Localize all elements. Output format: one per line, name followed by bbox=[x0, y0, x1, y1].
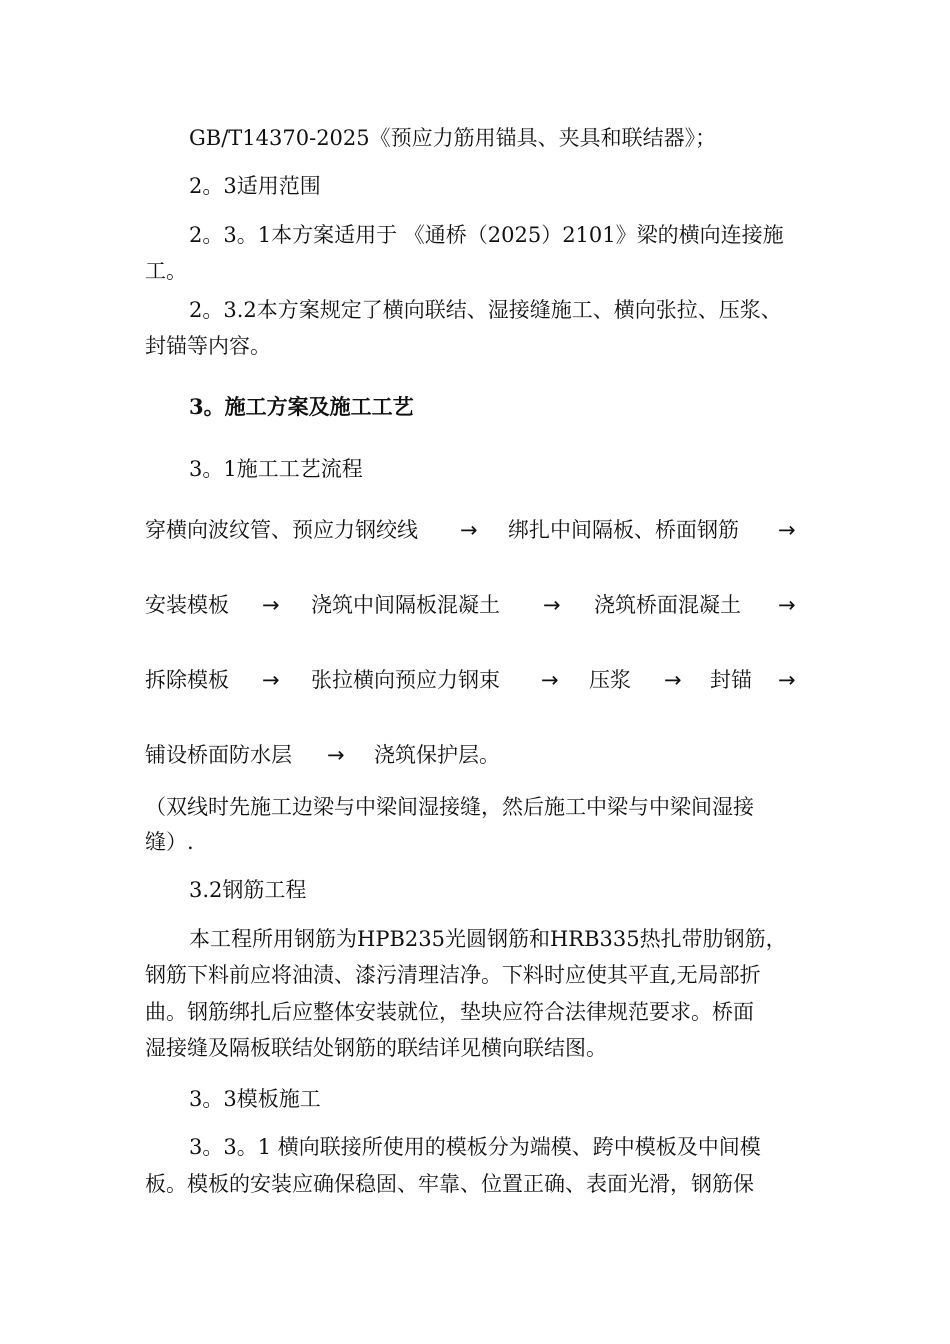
paragraph-line: 曲。钢筋绑扎后应整体安装就位，垫块应符合法律规范要求。桥面 bbox=[145, 1000, 754, 1024]
arrow-icon: → bbox=[778, 668, 796, 692]
flow-step: 拆除模板 bbox=[145, 668, 229, 692]
section-heading-3-1: 3。1施工工艺流程 bbox=[189, 457, 363, 481]
arrow-icon: → bbox=[460, 518, 478, 542]
section-heading-3: 3。施工方案及施工工艺 bbox=[189, 394, 414, 419]
paragraph-line: （双线时先施工边梁与中梁间湿接缝，然后施工中梁与中梁间湿接 bbox=[145, 795, 754, 819]
paragraph-line: 湿接缝及隔板联结处钢筋的联结详见横向联结图。 bbox=[145, 1036, 607, 1060]
paragraph-line: 工。 bbox=[145, 259, 187, 283]
section-heading-2-3: 2。3适用范围 bbox=[189, 174, 321, 198]
flow-step: 封锚 bbox=[710, 668, 752, 692]
flow-step: 穿横向波纹管、预应力钢绞线 bbox=[145, 518, 418, 542]
flow-step: 浇筑中间隔板混凝土 bbox=[311, 593, 500, 617]
arrow-icon: → bbox=[327, 743, 345, 767]
section-heading-3-3: 3。3模板施工 bbox=[189, 1087, 321, 1111]
arrow-icon: → bbox=[664, 668, 682, 692]
flow-step: 浇筑桥面混凝土 bbox=[594, 593, 741, 617]
arrow-icon: → bbox=[541, 668, 559, 692]
paragraph-line: 2。3。1本方案适用于 《通桥（2025）2101》梁的横向连接施 bbox=[189, 223, 784, 247]
flow-step: 铺设桥面防水层 bbox=[145, 743, 292, 767]
arrow-icon: → bbox=[262, 593, 280, 617]
arrow-icon: → bbox=[262, 668, 280, 692]
flow-step: 安装模板 bbox=[145, 593, 229, 617]
paragraph-line: 本工程所用钢筋为HPB235光圆钢筋和HRB335热扎带肋钢筋， bbox=[189, 927, 787, 951]
paragraph-line: 缝）. bbox=[145, 830, 194, 854]
paragraph-line: 板。模板的安装应确保稳固、牢靠、位置正确、表面光滑，钢筋保 bbox=[145, 1172, 754, 1196]
section-heading-3-2: 3.2钢筋工程 bbox=[189, 878, 307, 902]
flow-step: 浇筑保护层。 bbox=[374, 743, 500, 767]
standard-reference: GB/T14370-2025《预应力筋用锚具、夹具和联结器》； bbox=[189, 126, 717, 150]
arrow-icon: → bbox=[778, 518, 796, 542]
arrow-icon: → bbox=[543, 593, 561, 617]
paragraph-line: 封锚等内容。 bbox=[145, 334, 271, 358]
paragraph-line: 钢筋下料前应将油渍、漆污清理洁净。下料时应使其平直,无局部折 bbox=[145, 963, 761, 987]
flow-step: 绑扎中间隔板、桥面钢筋 bbox=[508, 518, 739, 542]
arrow-icon: → bbox=[778, 593, 796, 617]
flow-step: 压浆 bbox=[589, 668, 631, 692]
paragraph-line: 2。3.2本方案规定了横向联结、湿接缝施工、横向张拉、压浆、 bbox=[189, 298, 782, 322]
paragraph-line: 3。3。1 横向联接所使用的模板分为端模、跨中模板及中间模 bbox=[189, 1135, 761, 1159]
flow-step: 张拉横向预应力钢束 bbox=[311, 668, 500, 692]
